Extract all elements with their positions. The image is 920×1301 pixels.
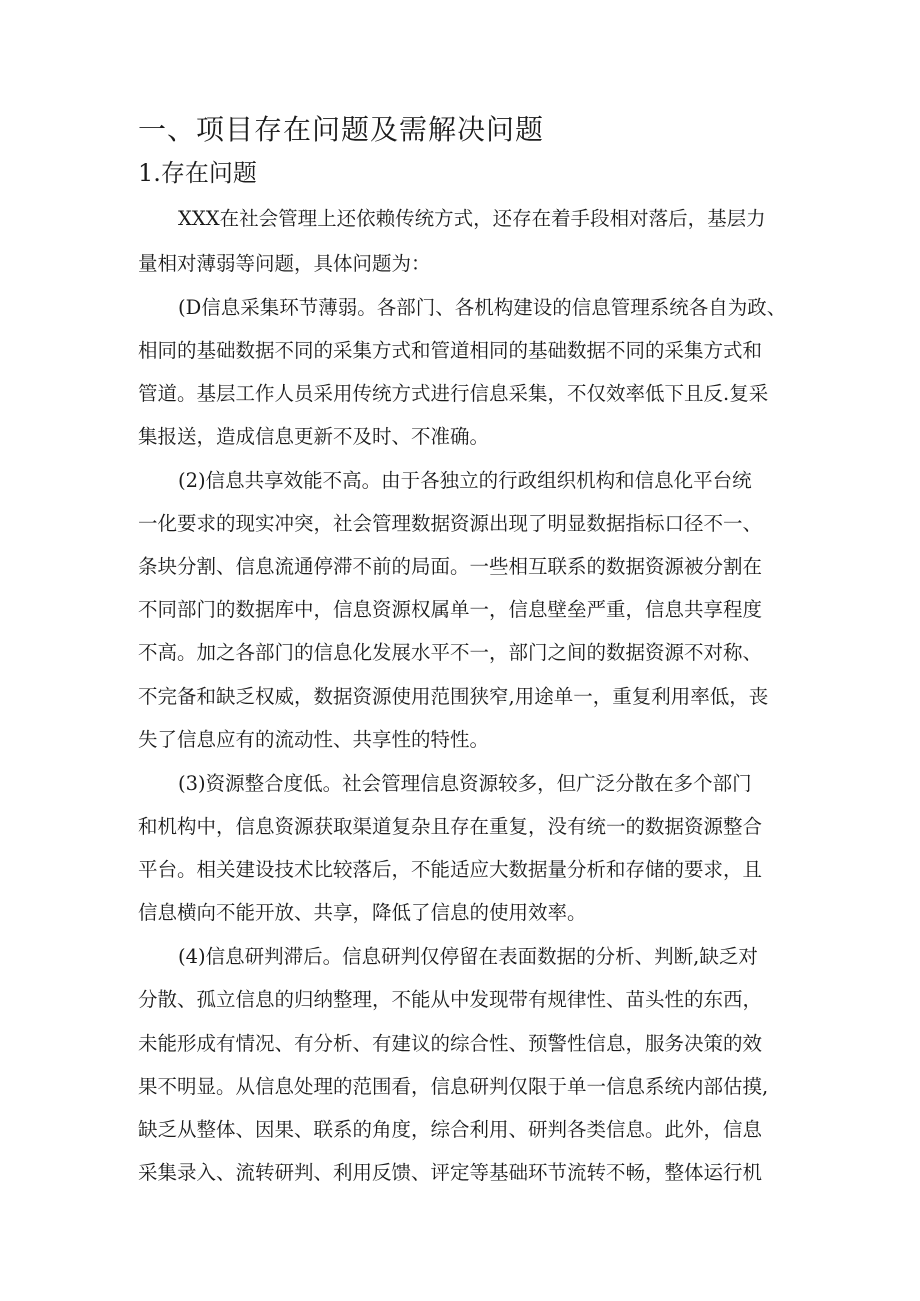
text-line: 管道。基层工作人员采用传统方式进行信息采集，不仅效率低下且反.复采 (138, 382, 769, 405)
text-line: 失了信息应有的流动性、共享性的特性。 (138, 728, 490, 751)
text-line: 量相对薄弱等问题，具体问题为： (138, 252, 431, 275)
text-line: (4)信息研判滞后。信息研判仅停留在表面数据的分析、判断,缺乏对 (178, 945, 758, 968)
text-line: 一化要求的现实冲突，社会管理数据资源出现了明显数据指标口径不一、 (138, 512, 763, 535)
text-line: 未能形成有情况、有分析、有建议的综合性、预警性信息，服务决策的效 (138, 1032, 763, 1055)
text-line: 果不明显。从信息处理的范围看，信息研判仅限于单一信息系统内部估摸, (138, 1075, 769, 1098)
text-line: 不同部门的数据库中，信息资源权属单一，信息壁垒严重，信息共享程度 (138, 598, 763, 621)
text-line: 分散、孤立信息的归纳整理，不能从中发现带有规律性、苗头性的东西， (138, 988, 763, 1011)
text-line: 信息横向不能开放、共享，降低了信息的使用效率。 (138, 901, 587, 924)
text-line: (3)资源整合度低。社会管理信息资源较多，但广泛分散在多个部门 (178, 772, 752, 795)
text-line: 条块分割、信息流通停滞不前的局面。一些相互联系的数据资源被分割在 (138, 555, 763, 578)
section-heading: 一、项目存在问题及需解决问题 (138, 113, 545, 146)
text-line: 采集录入、流转研判、利用反馈、评定等基础环节流转不畅，整体运行机 (138, 1161, 763, 1184)
text-line: (2)信息共享效能不高。由于各独立的行政组织机构和信息化平台统 (178, 469, 752, 492)
text-line: 集报送，造成信息更新不及时、不准确。 (138, 425, 490, 448)
text-line: 和机构中，信息资源获取渠道复杂且存在重复，没有统一的数据资源整合 (138, 815, 763, 838)
text-line: 平台。相关建设技术比较落后，不能适应大数据量分析和存储的要求，且 (138, 858, 763, 881)
text-line: 不完备和缺乏权威，数据资源使用范围狭窄,用途单一，重复利用率低，丧 (138, 685, 769, 708)
text-line: 相同的基础数据不同的采集方式和管道相同的基础数据不同的采集方式和 (138, 339, 763, 362)
text-line: (D信息采集环节薄弱。各部门、各机构建设的信息管理系统各自为政、 (178, 296, 787, 319)
text-line: 缺乏从整体、因果、联系的角度，综合利用、研判各类信息。此外，信息 (138, 1118, 763, 1141)
text-line: XXX在社会管理上还依赖传统方式，还存在着手段相对落后，基层力 (178, 207, 766, 230)
text-line: 不高。加之各部门的信息化发展水平不一，部门之间的数据资源不对称、 (138, 641, 763, 664)
subsection-heading: 1.存在问题 (138, 159, 257, 187)
